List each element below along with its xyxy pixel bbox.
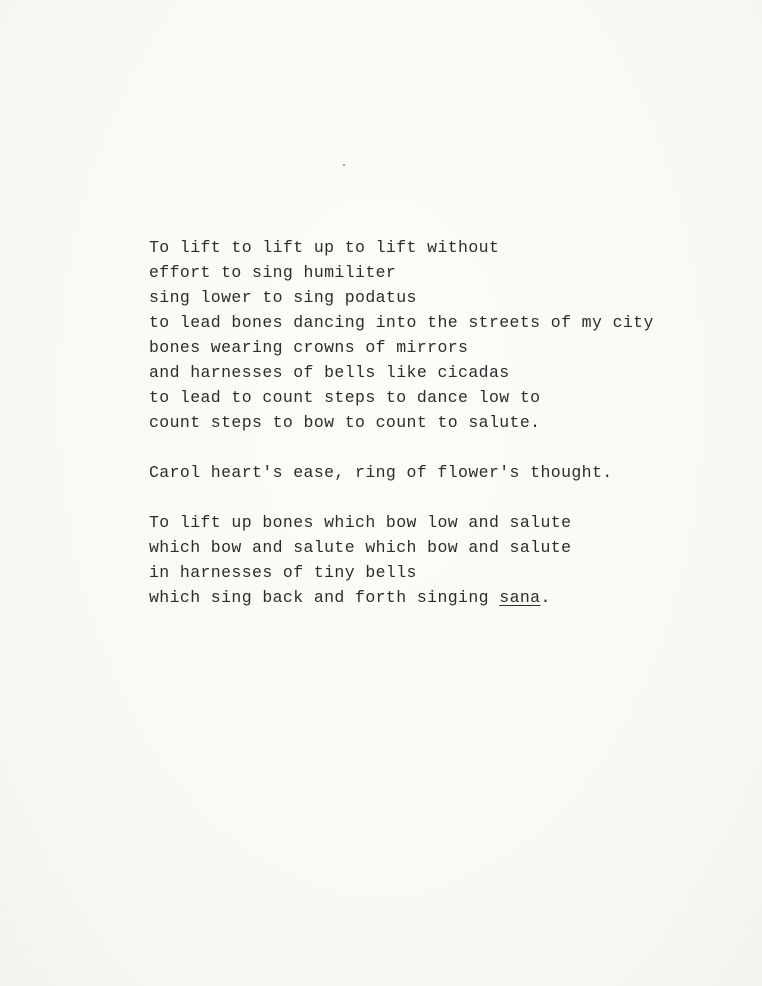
poem-line: Carol heart's ease, ring of flower's thought. [149,463,613,482]
poem-line: which bow and salute which bow and salute [149,538,572,557]
ink-speck [343,164,345,166]
underlined-word: sana [499,588,541,607]
poem-line: sing lower to sing podatus [149,288,417,307]
poem-line: to lead to count steps to dance low to [149,388,541,407]
stanza-3 [149,510,654,610]
poem [149,235,654,635]
poem-last-line [149,585,654,610]
stanza-1 [149,235,654,435]
last-line-text: which sing back and forth singing [149,588,500,607]
poem-line: bones wearing crowns of mirrors [149,338,469,357]
poem-line: and harnesses of bells like cicadas [149,363,510,382]
poem-line: To lift up bones which bow low and salute [149,513,572,532]
poem-line: effort to sing humiliter [149,263,397,282]
poem-line: to lead bones dancing into the streets of my city [149,313,654,332]
poem-line: count steps to bow to count to salute. [149,413,541,432]
poem-line: To lift to lift up to lift without [149,238,500,257]
final-period: . [540,588,551,607]
poem-line: in harnesses of tiny bells [149,563,417,582]
stanza-2 [149,460,654,485]
